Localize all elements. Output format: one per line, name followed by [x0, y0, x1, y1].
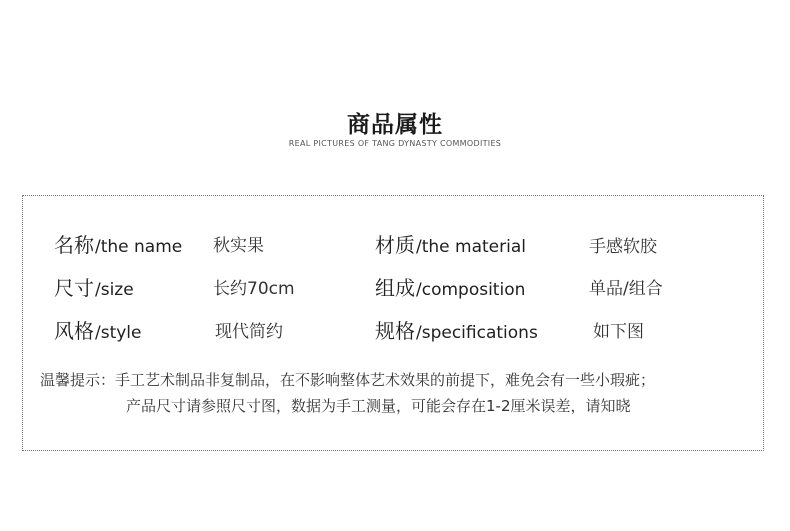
- attr-size-label-en: /size: [95, 280, 134, 300]
- attr-name-label-zh: 名称: [54, 233, 94, 257]
- attr-specifications-label-en: /specifications: [416, 323, 538, 343]
- section-title: 商品属性: [347, 112, 443, 138]
- attr-style-label-en: /style: [95, 323, 142, 343]
- attr-name-label-en: /the name: [95, 237, 183, 257]
- attr-size-value: 长约70cm: [213, 279, 295, 299]
- attr-material-value: 手感软胶: [589, 237, 657, 257]
- attr-material-label: [375, 229, 526, 258]
- notice-line-2: 产品尺寸请参照尺寸图，数据为手工测量，可能会存在1-2厘米误差，请知晓: [126, 397, 631, 415]
- attr-style-label-zh: 风格: [54, 319, 94, 343]
- attr-composition-label-zh: 组成: [375, 276, 415, 300]
- notice-line-1: 温馨提示：手工艺术制品非复制品，在不影响整体艺术效果的前提下，难免会有一些小瑕疵；: [40, 371, 656, 389]
- attr-style-label: [54, 315, 142, 344]
- attr-size-label-zh: 尺寸: [54, 276, 94, 300]
- attr-specifications-label: [375, 315, 538, 344]
- attr-name-label: [54, 229, 182, 258]
- attr-style-value: 现代简约: [215, 322, 283, 342]
- attr-name-value: 秋实果: [213, 236, 264, 256]
- section-subtitle: REAL PICTURES OF TANG DYNASTY COMMODITIES: [288, 139, 502, 148]
- attr-material-label-en: /the material: [416, 237, 526, 257]
- attr-composition-label: [375, 272, 525, 301]
- attr-specifications-value: 如下图: [593, 322, 644, 342]
- attr-material-label-zh: 材质: [375, 233, 415, 257]
- attr-composition-value: 单品/组合: [589, 279, 663, 299]
- attr-specifications-label-zh: 规格: [375, 319, 415, 343]
- attr-composition-label-en: /composition: [416, 280, 526, 300]
- attr-size-label: [54, 272, 134, 301]
